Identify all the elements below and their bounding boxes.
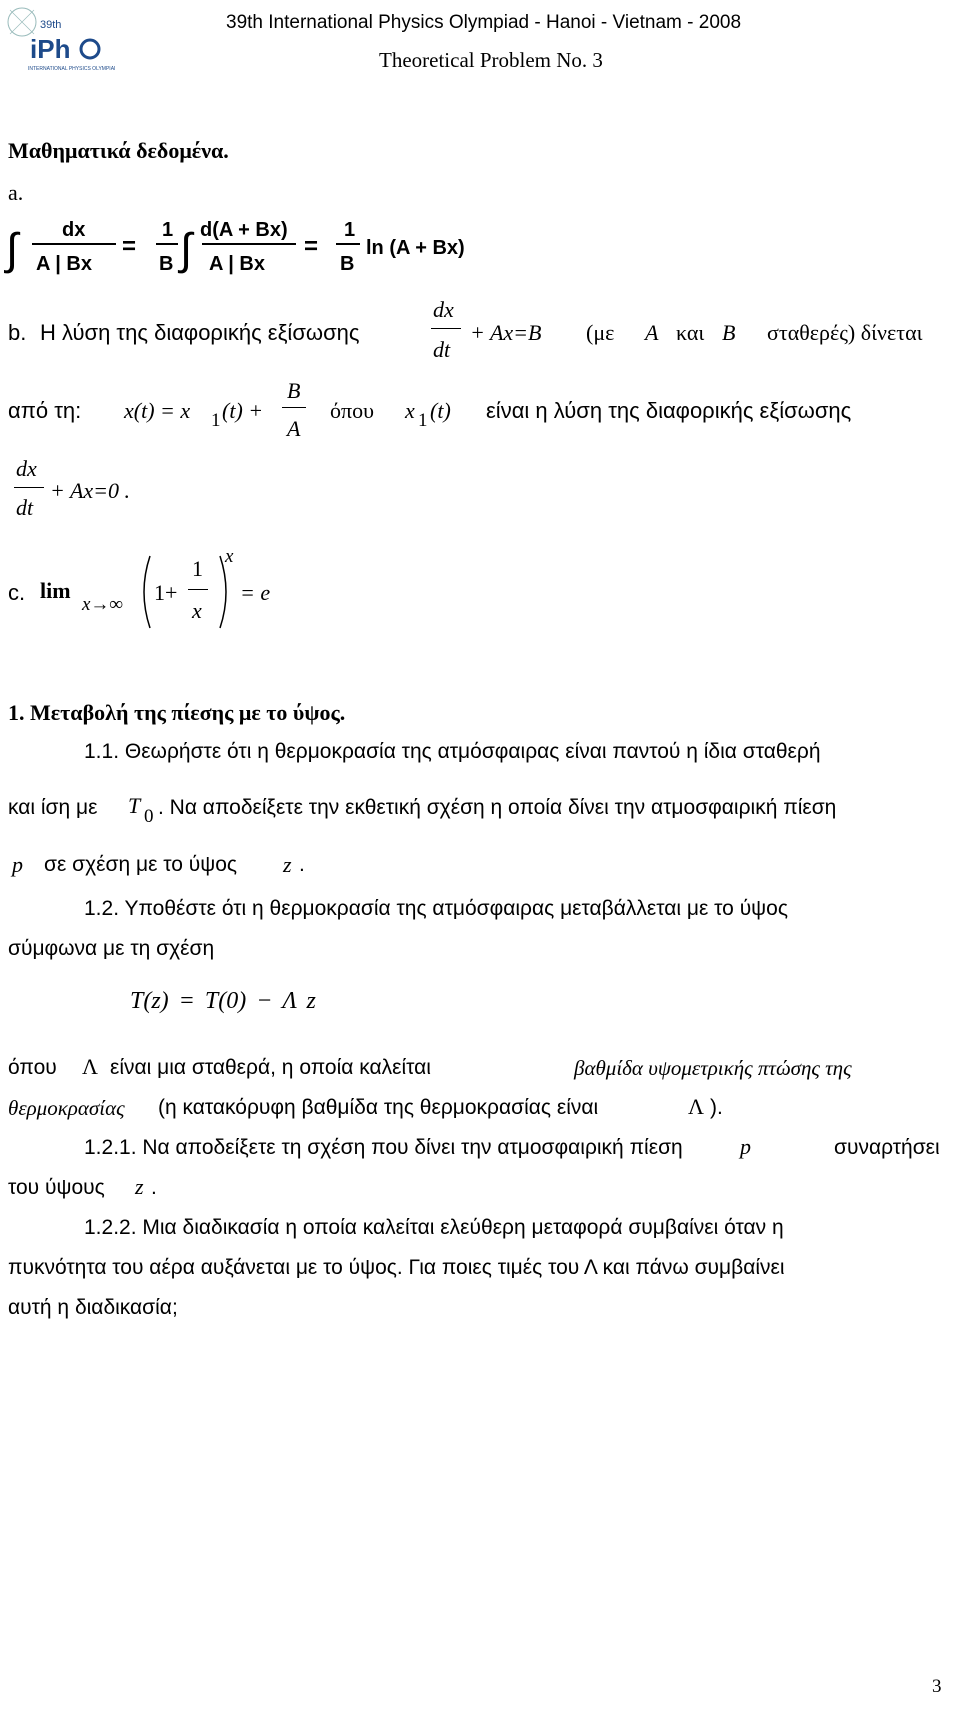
b-tail: σταθερές) δίνεται (767, 320, 923, 345)
p121-dot: . (151, 1176, 157, 1199)
page-number: 3 (932, 1676, 942, 1697)
header-line1: 39th International Physics Olympiad - Hanoi - Vietnam - 2008 (226, 12, 742, 33)
p11-T-sub: 0 (144, 806, 154, 827)
p12-d1: θερμοκρασίας (8, 1096, 125, 1120)
p12-line1: 1.2. Υποθέστε ότι η θερμοκρασία της ατμόσφαιρας μεταβάλλεται με το ύψος (84, 897, 788, 920)
p12-d4: ). (710, 1096, 723, 1119)
c-one: 1+ (154, 580, 178, 605)
item-b-label: b. (8, 320, 27, 345)
b-frac-num: dx (433, 297, 454, 322)
p11-c: σε σχέση με το ύψος (44, 853, 238, 876)
b2-t: (t) (430, 398, 451, 423)
b3-rest: + Ax=0 . (50, 478, 130, 503)
b2-tail: είναι η λύση της διαφορικής εξίσωσης (486, 398, 852, 423)
p12-c3: βαθμίδα υψομετρικής πτώσης της (574, 1056, 852, 1080)
c-frac-num: 1 (192, 556, 203, 581)
item-b-text: Η λύση της διαφορικής εξίσωσης (40, 320, 360, 345)
p11-T: T (128, 793, 141, 818)
p122-line2: πυκνότητα του αέρα αυξάνεται με το ύψος. Για ποιες τιμές του Λ και πάνω συμβαίνει (8, 1256, 785, 1279)
c-lim-sub: x→∞ (82, 594, 123, 615)
b-frac-bar (431, 328, 461, 329)
svg-text:39th: 39th (40, 19, 62, 31)
b2-frac-den: A (287, 416, 301, 441)
b2-sub2: 1 (418, 410, 428, 431)
b2-frac-num: B (287, 378, 301, 403)
svg-text:dx: dx (62, 219, 86, 241)
b-kai: και (676, 320, 705, 345)
b2-apo: από τη: (8, 398, 82, 423)
p11-line1: 1.1. Θεωρήστε ότι η θερμοκρασία της ατμόσφαιρας είναι παντού η ίδια σταθερή (84, 740, 821, 763)
svg-text:1: 1 (344, 219, 356, 241)
svg-text:B: B (159, 253, 174, 275)
svg-text:1: 1 (162, 219, 174, 241)
svg-text:∫: ∫ (6, 225, 19, 274)
b2-eq-left: x(t) = x (124, 398, 191, 423)
p11-p: p (12, 852, 23, 877)
p121-c: του ύψους (8, 1176, 105, 1199)
b-frac-den: dt (433, 337, 451, 362)
p121-a: 1.2.1. Να αποδείξετε τη σχέση που δίνει την ατμοσφαιρική πίεση (84, 1136, 683, 1159)
item-c-label: c. (8, 580, 26, 605)
svg-text:=: = (304, 233, 319, 260)
b3-frac-num: dx (16, 456, 37, 481)
b3-frac-bar (14, 487, 44, 488)
c-lim: lim (40, 578, 71, 603)
b2-opou: όπου (330, 398, 374, 423)
p12-d3: Λ (688, 1094, 704, 1119)
b-const-b: B (722, 320, 736, 345)
p121-b: συναρτήσει (834, 1136, 940, 1159)
c-exponent: x (225, 546, 234, 567)
p122-line1: 1.2.2. Μια διαδικασία η οποία καλείται ελεύθερη μεταφορά συμβαίνει όταν η (84, 1216, 784, 1239)
svg-text:A | Bx: A | Bx (36, 253, 92, 275)
p12-lambda: Λ (82, 1054, 98, 1079)
svg-text:d(A + Bx): d(A + Bx) (200, 219, 288, 241)
svg-text:B: B (340, 253, 355, 275)
svg-text:A | Bx: A | Bx (209, 253, 265, 275)
item-a-label: a. (8, 180, 24, 205)
section1-title: 1. Μεταβολή της πίεσης με το ύψος. (8, 700, 346, 725)
b-const-a: A (645, 320, 659, 345)
svg-text:INTERNATIONAL PHYSICS OLYMPIAD: INTERNATIONAL PHYSICS OLYMPIAD (28, 66, 115, 72)
p12-equation: T(z) = T(0) − Λ z (130, 988, 316, 1014)
b2-sub1: 1 (211, 410, 221, 431)
svg-text:=: = (122, 233, 137, 260)
formula-a (4, 212, 524, 282)
p12-c1: όπου (8, 1056, 57, 1079)
header-line2: Theoretical Problem No. 3 (379, 48, 603, 72)
c-big-paren (138, 552, 236, 632)
p121-p: p (740, 1134, 751, 1159)
p11-b2: . Να αποδείξετε την εκθετική σχέση η οποία δίνει την ατμοσφαιρική πίεση (158, 796, 837, 819)
p12-c2: είναι μια σταθερά, η οποία καλείται (110, 1056, 431, 1079)
p11-dot: . (299, 853, 305, 876)
p12-line2: σύμφωνα με τη σχέση (8, 937, 215, 960)
b-paren: (με (586, 320, 615, 345)
ipho-logo (0, 0, 115, 85)
b2-frac-bar (282, 407, 306, 408)
p11-b1: και ίση με (8, 796, 98, 819)
b2-eq-mid: (t) + (222, 398, 264, 423)
c-frac-bar (188, 589, 208, 590)
b2-x1: x (405, 398, 415, 423)
p121-z: z (135, 1174, 144, 1199)
p12-d2: (η κατακόρυφη βαθμίδα της θερμοκρασίας είναι (158, 1096, 599, 1119)
p11-z: z (283, 852, 292, 877)
p122-line3: αυτή η διαδικασία; (8, 1296, 178, 1319)
svg-text:ln (A + Bx): ln (A + Bx) (366, 237, 465, 259)
b-eq-rest: + Ax=B (470, 320, 542, 345)
svg-text:∫: ∫ (180, 225, 193, 274)
b3-frac-den: dt (16, 495, 34, 520)
math-data-title: Μαθηματικά δεδομένα. (8, 138, 229, 163)
c-eq: = e (240, 580, 271, 605)
c-frac-den: x (192, 598, 202, 623)
svg-text:iPh: iPh (30, 34, 71, 64)
